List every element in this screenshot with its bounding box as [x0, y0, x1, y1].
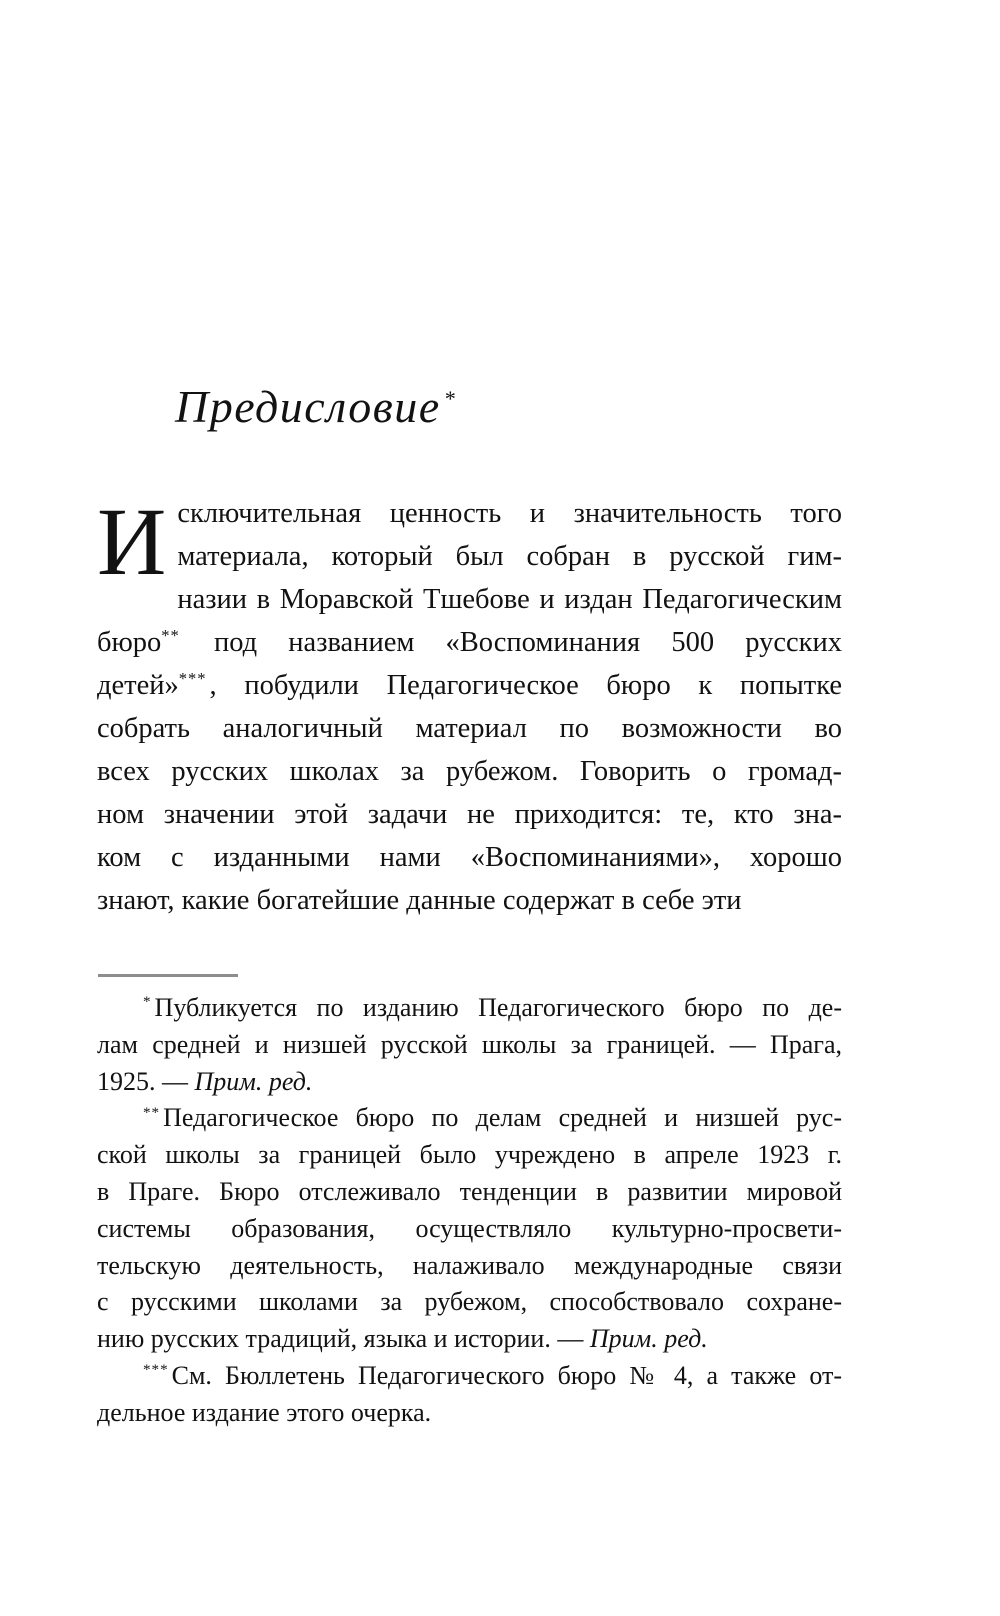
text-line: [97, 990, 842, 1027]
text-segment: См. Бюллетень Педагогического бюро № 4, а также от-: [171, 1360, 842, 1390]
text-line: [97, 836, 842, 879]
text-segment: ской школы за границей было учреждено в апреле 1923 г.: [97, 1140, 842, 1170]
text-line: [97, 535, 842, 578]
page-title: [175, 381, 457, 432]
text-segment: назии в Моравской Тшебове и издан Педагогическим: [177, 584, 842, 615]
text-segment: нию русских традиций, языка и истории. —: [97, 1324, 590, 1354]
footnote-3: [97, 1358, 842, 1432]
text-segment: дельное издание этого очерка.: [97, 1397, 432, 1427]
text-line: [97, 664, 842, 707]
text-line: [97, 1064, 842, 1101]
text-line: [97, 621, 842, 664]
editorial-note-text: Прим. ред.: [589, 1324, 708, 1354]
text-segment: знают, какие богатейшие данные содержат в себе эти: [97, 885, 742, 916]
text-segment: Публикуется по изданию Педагогического бюро по де-: [154, 993, 842, 1022]
text-line: [97, 707, 842, 750]
text-line: [97, 1211, 842, 1248]
text-line: [97, 492, 842, 535]
text-segment: Педагогическое бюро по делам средней и низшей рус-: [163, 1103, 842, 1133]
text-line: [97, 1248, 842, 1285]
text-line: [97, 1137, 842, 1174]
text-segment: ном значении этой задачи не приходится: те, кто зна-: [97, 799, 842, 830]
text-line: [97, 1174, 842, 1211]
text-line: [97, 793, 842, 836]
text-segment: системы образования, осуществляло культурно-просвети-: [97, 1213, 842, 1243]
text-segment: собрать аналогичный материал по возможности во: [97, 713, 842, 744]
text-segment: лам средней и низшей русской школы за границей. — Прага,: [97, 1029, 842, 1059]
text-segment: детей»: [97, 670, 179, 701]
text-line: [97, 1284, 842, 1321]
main-paragraph: [97, 488, 842, 922]
text-line: [97, 1321, 842, 1358]
text-segment: всех русских школах за рубежом. Говорить о громад-: [97, 756, 842, 787]
text-line: [97, 578, 842, 621]
drop-cap: И: [97, 488, 167, 595]
text-line: [97, 1100, 842, 1137]
text-segment: тельскую деятельность, налаживало международные связи: [97, 1250, 842, 1280]
footnote-marker: *: [143, 994, 152, 1011]
title-footnote-marker: *: [443, 385, 457, 411]
editorial-note-text: Прим. ред.: [194, 1066, 313, 1096]
footnote-1: [97, 990, 842, 1100]
text-segment: бюро: [97, 627, 162, 658]
text-segment: , побудили Педагогическое бюро к попытке: [209, 670, 842, 701]
footnote-2: [97, 1100, 842, 1358]
footnote-marker: ***: [178, 668, 207, 688]
page-title-text: Предисловие: [175, 381, 441, 432]
footnotes-section: [97, 990, 842, 1432]
text-segment: с русскими школами за рубежом, способствовало сохране-: [97, 1287, 842, 1317]
text-segment: сключительная ценность и значительность того: [177, 498, 842, 529]
footnote-marker: ***: [143, 1362, 169, 1379]
paragraph-lines: [97, 488, 842, 922]
text-line: [97, 879, 842, 922]
footnote-marker: **: [143, 1104, 161, 1121]
footnote-marker: **: [161, 625, 180, 645]
text-segment: ком с изданными нами «Воспоминаниями», хорошо: [97, 842, 842, 873]
footnote-separator: [98, 974, 238, 977]
text-segment: в Праге. Бюро отслеживало тенденции в развитии мировой: [97, 1176, 842, 1206]
text-line: [97, 1027, 842, 1064]
text-segment: под названием «Воспоминания 500 русских: [182, 627, 842, 658]
text-line: [97, 1395, 842, 1432]
text-line: [97, 1358, 842, 1395]
text-segment: 1925. —: [97, 1066, 195, 1096]
text-line: [97, 750, 842, 793]
text-segment: материала, который был собран в русской гим-: [177, 541, 842, 572]
